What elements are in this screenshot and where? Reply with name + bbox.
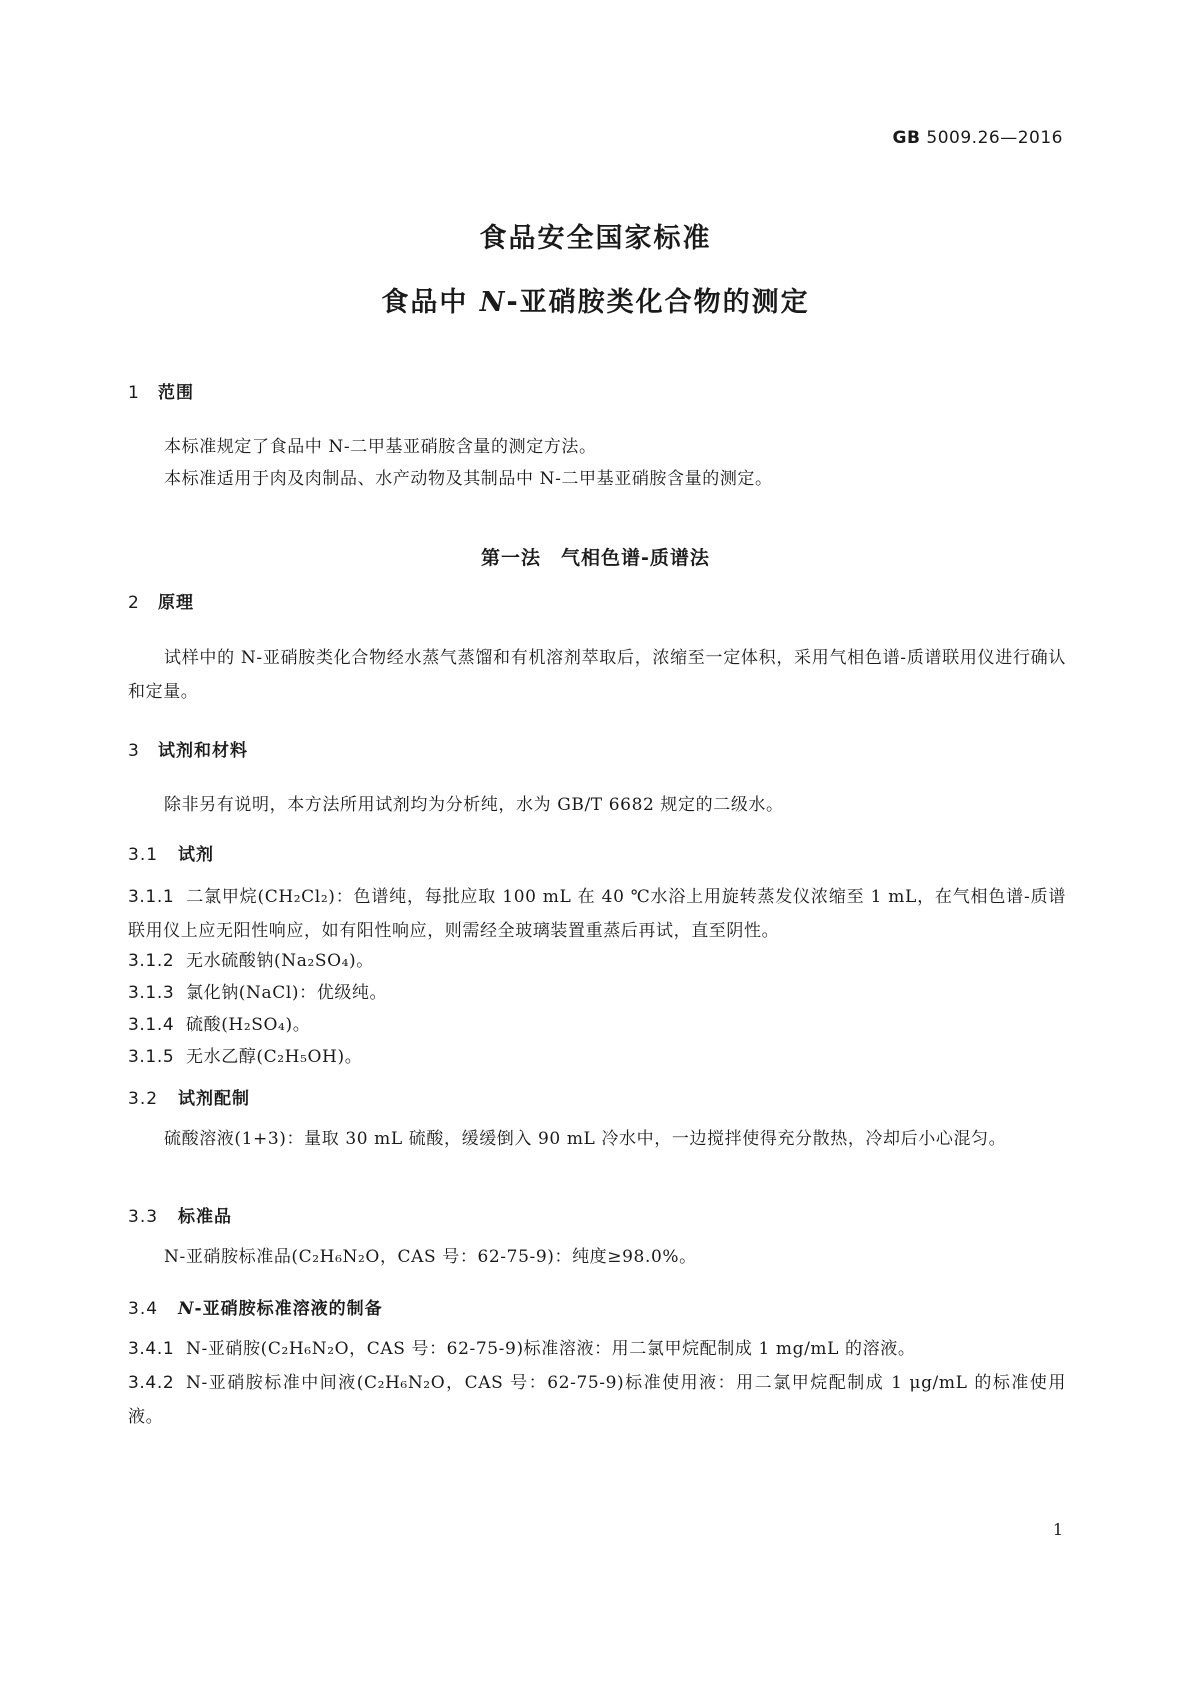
section-title-italic: N bbox=[178, 1299, 195, 1319]
section-3-2-paragraph: 硫酸溶液(1+3)：量取 30 mL 硫酸，缓缓倒入 90 mL 冷水中，一边搅拌使得充分散热，冷却后小心混匀。 bbox=[164, 1129, 1007, 1149]
section-title: 试剂和材料 bbox=[158, 741, 248, 761]
section-3-paragraph: 除非另有说明，本方法所用试剂均为分析纯，水为 GB/T 6682 规定的二级水。 bbox=[164, 795, 784, 815]
title-suffix: -亚硝胺类化合物的测定 bbox=[506, 287, 810, 318]
section-number: 3.3 bbox=[128, 1207, 159, 1227]
section-2-paragraph: 试样中的 N-亚硝胺类化合物经水蒸气蒸馏和有机溶剂萃取后，浓缩至一定体积，采用气相色谱-质谱联用仪进行确认和定量。 bbox=[128, 648, 1066, 702]
document-title-line2 bbox=[0, 280, 1191, 319]
clause-number: 3.1.3 bbox=[128, 983, 175, 1003]
clause-number: 3.4.2 bbox=[128, 1373, 175, 1393]
section-title: 原理 bbox=[158, 593, 194, 613]
clause-3-4-1 bbox=[128, 1332, 1066, 1366]
section-3-heading bbox=[128, 736, 248, 761]
section-1-heading bbox=[128, 378, 194, 403]
section-number: 1 bbox=[128, 383, 140, 403]
clause-text: 无水硫酸钠(Na₂SO₄)。 bbox=[186, 951, 374, 971]
section-3-3-heading bbox=[128, 1202, 232, 1227]
method-title: 第一法 气相色谱-质谱法 bbox=[481, 547, 710, 569]
clause-3-4-2 bbox=[128, 1366, 1066, 1434]
section-3-1-heading bbox=[128, 840, 214, 865]
clause-3-1-2 bbox=[128, 944, 1066, 978]
clause-text: 氯化钠(NaCl)：优级纯。 bbox=[186, 983, 388, 1003]
clause-number: 3.4.1 bbox=[128, 1339, 175, 1359]
section-1-paragraph-2: 本标准适用于肉及肉制品、水产动物及其制品中 N-二甲基亚硝胺含量的测定。 bbox=[164, 469, 773, 489]
section-3-2-heading bbox=[128, 1084, 250, 1109]
section-3-4-heading bbox=[128, 1294, 383, 1319]
section-number: 3.1 bbox=[128, 845, 159, 865]
clause-text: 二氯甲烷(CH₂Cl₂)：色谱纯，每批应取 100 mL 在 40 ℃水浴上用旋转蒸发仪浓缩至 1 mL，在气相色谱-质谱联用仪上应无阳性响应，如有阳性响应，则需经全玻璃装置重蒸后再试，直至阴性。 bbox=[128, 887, 1066, 941]
clause-text: N-亚硝胺(C₂H₆N₂O，CAS 号：62-75-9)标准溶液：用二氯甲烷配制成 1 mg/mL 的溶液。 bbox=[186, 1339, 916, 1359]
section-number: 3.4 bbox=[128, 1299, 159, 1319]
standard-prefix: GB bbox=[892, 128, 921, 148]
section-title: 试剂 bbox=[178, 845, 214, 865]
clause-text: N-亚硝胺标准中间液(C₂H₆N₂O，CAS 号：62-75-9)标准使用液：用二氯甲烷配制成 1 μg/mL 的标准使用液。 bbox=[128, 1373, 1066, 1427]
standard-code bbox=[893, 128, 1064, 148]
clause-3-1-1 bbox=[128, 880, 1066, 948]
section-number: 3 bbox=[128, 741, 140, 761]
clause-number: 3.1.1 bbox=[128, 887, 175, 907]
clause-3-1-5 bbox=[128, 1040, 1066, 1074]
document-title-line1: 食品安全国家标准 bbox=[479, 223, 712, 254]
title-prefix: 食品中 bbox=[381, 287, 480, 318]
clause-number: 3.1.4 bbox=[128, 1015, 175, 1035]
section-number: 3.2 bbox=[128, 1089, 159, 1109]
section-title: 试剂配制 bbox=[178, 1089, 250, 1109]
title-italic-n: N bbox=[479, 287, 507, 318]
clause-3-1-3 bbox=[128, 976, 1066, 1010]
section-title: -亚硝胺标准溶液的制备 bbox=[194, 1299, 383, 1319]
clause-text: 无水乙醇(C₂H₅OH)。 bbox=[186, 1047, 363, 1067]
section-2-heading bbox=[128, 588, 194, 613]
page-number: 1 bbox=[1052, 1520, 1063, 1539]
clause-number: 3.1.5 bbox=[128, 1047, 175, 1067]
clause-3-1-4 bbox=[128, 1008, 1066, 1042]
section-1-paragraph-1: 本标准规定了食品中 N-二甲基亚硝胺含量的测定方法。 bbox=[164, 437, 597, 457]
standard-number: 5009.26—2016 bbox=[926, 128, 1063, 148]
clause-text: 硫酸(H₂SO₄)。 bbox=[186, 1015, 311, 1035]
section-number: 2 bbox=[128, 593, 140, 613]
clause-number: 3.1.2 bbox=[128, 951, 175, 971]
section-3-3-paragraph: N-亚硝胺标准品(C₂H₆N₂O，CAS 号：62-75-9)：纯度≥98.0%。 bbox=[164, 1247, 697, 1267]
section-title: 标准品 bbox=[178, 1207, 232, 1227]
section-title: 范围 bbox=[158, 383, 194, 403]
